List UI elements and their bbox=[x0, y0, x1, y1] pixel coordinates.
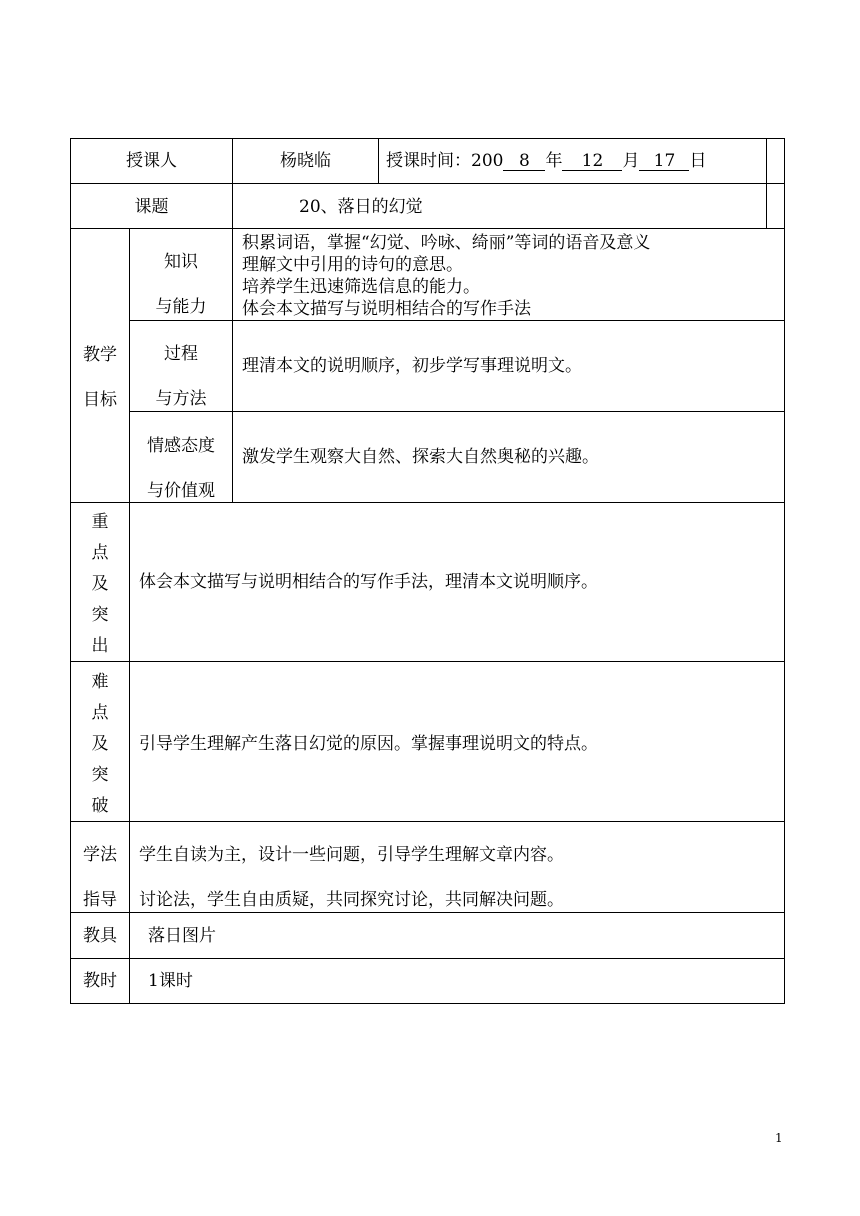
table-border-bottom bbox=[70, 1003, 785, 1004]
row-divider-tools bbox=[70, 958, 785, 959]
emotion-label: 情感态度 与价值观 bbox=[147, 436, 215, 501]
col-divider-extra bbox=[766, 138, 767, 229]
lesson-year-value: 8 bbox=[503, 152, 545, 171]
tools-value: 落日图片 bbox=[148, 926, 216, 946]
lesson-time-label: 授课时间：200 bbox=[386, 151, 504, 171]
method-label: 学法 指导 bbox=[83, 845, 117, 910]
lesson-day-unit: 日 bbox=[689, 151, 707, 171]
hours-value: 1课时 bbox=[148, 971, 193, 991]
hours-label: 教时 bbox=[83, 971, 117, 991]
topic-value: 20、落日的幻觉 bbox=[299, 197, 423, 217]
row-divider-topic bbox=[70, 228, 785, 229]
row-divider-difficulties bbox=[70, 821, 785, 822]
lesson-month-unit: 月 bbox=[622, 151, 640, 171]
goals-label: 教学 目标 bbox=[83, 345, 117, 410]
teacher-name: 杨晓临 bbox=[280, 151, 331, 171]
lesson-time bbox=[386, 151, 706, 171]
method-text: 学生自读为主，设计一些问题，引导学生理解文章内容。 讨论法，学生自由质疑，共同探究讨论，共同解决问题。 bbox=[139, 845, 564, 910]
lesson-day-value: 17 bbox=[639, 152, 689, 171]
tools-label: 教具 bbox=[83, 926, 117, 946]
col-divider-subgoals bbox=[232, 228, 233, 503]
knowledge-text: 积累词语，掌握“幻觉、吟咏、绮丽”等词的语音及意义 理解文中引用的诗句的意思。 培养学生迅速筛选信息的能力。 体会本文描写与说明相结合的写作手法 bbox=[242, 233, 651, 319]
keypoints-text: 体会本文描写与说明相结合的写作手法，理清本文说明顺序。 bbox=[139, 572, 598, 592]
knowledge-label: 知识 与能力 bbox=[155, 252, 207, 317]
table-border-top bbox=[70, 138, 785, 139]
difficulties-label: 难 点 及 突 破 bbox=[91, 672, 109, 816]
teacher-label: 授课人 bbox=[126, 151, 177, 171]
row-divider-keypoints bbox=[70, 661, 785, 662]
process-text: 理清本文的说明顺序，初步学写事理说明文。 bbox=[242, 356, 582, 376]
topic-label: 课题 bbox=[134, 197, 169, 217]
page-number: 1 bbox=[775, 1131, 783, 1145]
lesson-year-unit: 年 bbox=[545, 151, 563, 171]
emotion-text: 激发学生观察大自然、探索大自然奥秘的兴趣。 bbox=[242, 447, 599, 467]
difficulties-text: 引导学生理解产生落日幻觉的原因。掌握事理说明文的特点。 bbox=[139, 734, 598, 754]
row-divider-header bbox=[70, 183, 785, 184]
lesson-month-value: 12 bbox=[562, 152, 622, 171]
col-divider-name bbox=[378, 138, 379, 184]
table-border-right bbox=[784, 138, 785, 1004]
keypoints-label: 重 点 及 突 出 bbox=[91, 512, 109, 656]
process-label: 过程 与方法 bbox=[155, 344, 207, 409]
